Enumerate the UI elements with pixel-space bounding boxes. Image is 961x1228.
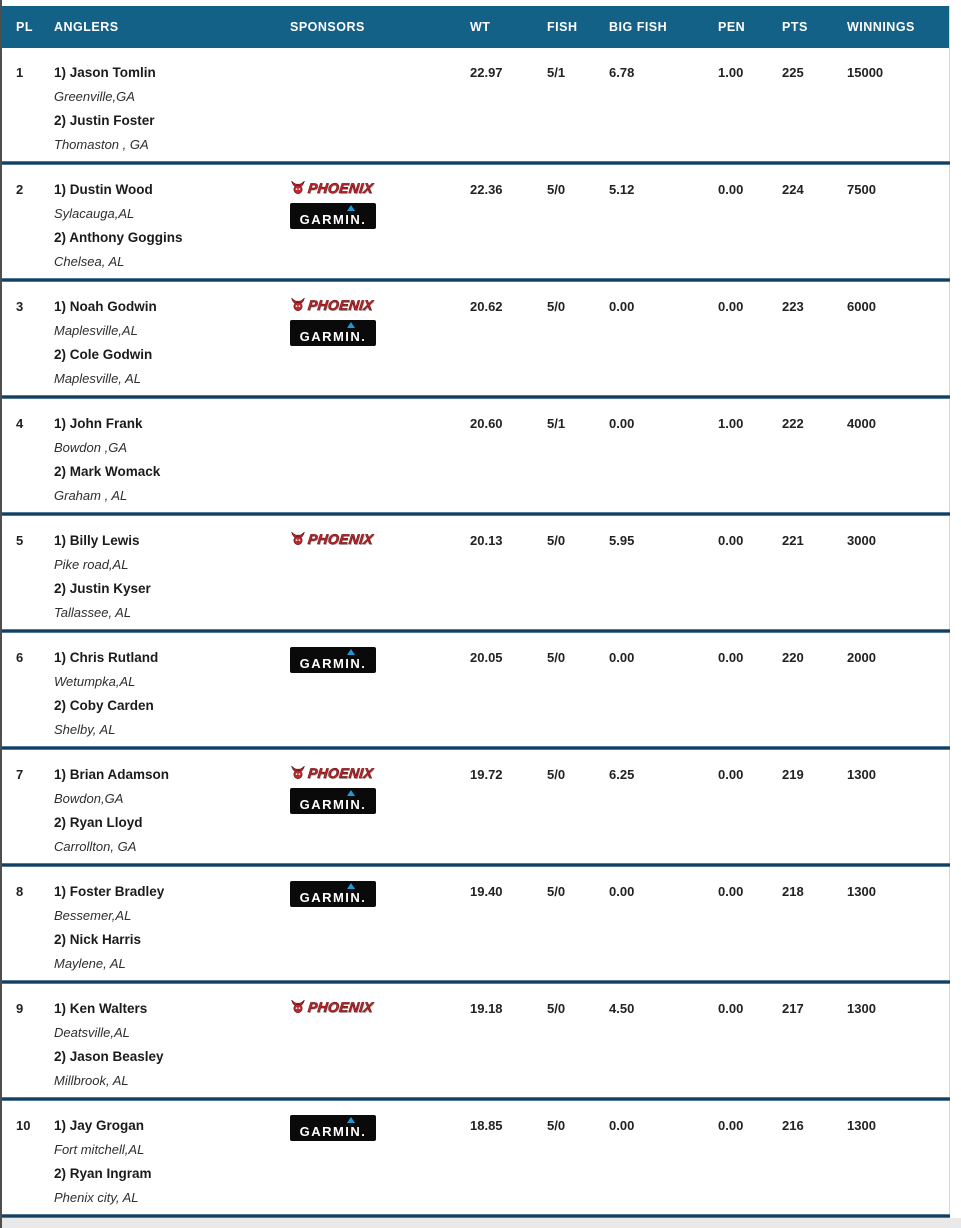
angler1-name: 1) John Frank bbox=[54, 416, 143, 431]
big-fish-cell: 0.00 bbox=[609, 1118, 635, 1133]
angler2-name: 2) Ryan Ingram bbox=[54, 1166, 152, 1181]
angler2-city: Shelby, AL bbox=[54, 722, 116, 737]
pts-cell: 219 bbox=[782, 767, 804, 782]
angler2-city: Chelsea, AL bbox=[54, 254, 125, 269]
column-header-pl: PL bbox=[16, 20, 33, 34]
fish-cell: 5/1 bbox=[547, 416, 566, 431]
table-row bbox=[2, 165, 949, 278]
column-header-big-fish: BIG FISH bbox=[609, 20, 668, 34]
angler2-city: Tallassee, AL bbox=[54, 605, 132, 620]
pts-cell: 216 bbox=[782, 1118, 804, 1133]
angler2-city: Carrollton, GA bbox=[54, 839, 137, 854]
phoenix-logo-text: PHOENIX bbox=[307, 179, 374, 196]
angler2-name: 2) Ryan Lloyd bbox=[54, 815, 143, 830]
sponsors-cell bbox=[290, 295, 470, 395]
place-cell: 1 bbox=[16, 65, 24, 80]
angler2-city: Maplesville, AL bbox=[54, 371, 141, 386]
pen-cell: 0.00 bbox=[718, 650, 744, 665]
table-row bbox=[2, 984, 949, 1097]
winnings-cell: 2000 bbox=[847, 650, 876, 665]
anglers-cell bbox=[54, 1114, 290, 1214]
angler1-name: 1) Noah Godwin bbox=[54, 299, 157, 314]
table-header-row bbox=[2, 6, 949, 48]
garmin-triangle-icon bbox=[347, 883, 355, 889]
winnings-cell: 1300 bbox=[847, 1118, 876, 1133]
garmin-logo-text: GARMIN. bbox=[299, 329, 367, 344]
place-cell: 3 bbox=[16, 299, 24, 314]
fish-cell: 5/1 bbox=[547, 65, 566, 80]
garmin-logo bbox=[290, 203, 376, 229]
angler1-city: Fort mitchell,AL bbox=[54, 1142, 145, 1157]
phoenix-logo-text: PHOENIX bbox=[307, 764, 374, 781]
table-row bbox=[2, 516, 949, 629]
garmin-triangle-icon bbox=[347, 1117, 355, 1123]
pts-cell: 224 bbox=[782, 182, 804, 197]
winnings-cell: 4000 bbox=[847, 416, 876, 431]
winnings-cell: 1300 bbox=[847, 1001, 876, 1016]
garmin-triangle-icon bbox=[347, 322, 355, 328]
fish-cell: 5/0 bbox=[547, 767, 566, 782]
angler1-name: 1) Billy Lewis bbox=[54, 533, 140, 548]
winnings-cell: 3000 bbox=[847, 533, 876, 548]
angler1-name: 1) Brian Adamson bbox=[54, 767, 170, 782]
winnings-cell: 6000 bbox=[847, 299, 876, 314]
pen-cell: 0.00 bbox=[718, 299, 744, 314]
anglers-cell bbox=[54, 997, 290, 1097]
table-row bbox=[2, 867, 949, 980]
place-cell: 5 bbox=[16, 533, 24, 548]
angler2-name: 2) Anthony Goggins bbox=[54, 230, 183, 245]
wt-cell: 20.62 bbox=[470, 299, 503, 314]
phoenix-bird-icon bbox=[290, 765, 306, 780]
wt-cell: 22.36 bbox=[470, 182, 503, 197]
column-header-pen: PEN bbox=[718, 20, 746, 34]
table-row bbox=[2, 399, 949, 512]
phoenix-logo-text: PHOENIX bbox=[307, 530, 374, 547]
big-fish-cell: 0.00 bbox=[609, 299, 635, 314]
angler2-name: 2) Justin Kyser bbox=[54, 581, 151, 596]
anglers-cell bbox=[54, 178, 290, 278]
sponsors-cell bbox=[290, 763, 470, 863]
sponsors-cell bbox=[290, 529, 470, 629]
wt-cell: 18.85 bbox=[470, 1118, 503, 1133]
phoenix-boats-logo bbox=[290, 998, 373, 1015]
big-fish-cell: 6.25 bbox=[609, 767, 635, 782]
angler1-city: Greenville,GA bbox=[54, 89, 135, 104]
angler2-city: Graham , AL bbox=[54, 488, 128, 503]
phoenix-boats-logo bbox=[290, 179, 373, 196]
winnings-cell: 1300 bbox=[847, 884, 876, 899]
garmin-logo bbox=[290, 788, 376, 814]
place-cell: 6 bbox=[16, 650, 24, 665]
garmin-triangle-icon bbox=[347, 790, 355, 796]
pen-cell: 0.00 bbox=[718, 182, 744, 197]
angler1-name: 1) Jay Grogan bbox=[54, 1118, 145, 1133]
column-header-winnings: WINNINGS bbox=[847, 20, 915, 34]
big-fish-cell: 6.78 bbox=[609, 65, 635, 80]
angler1-name: 1) Foster Bradley bbox=[54, 884, 165, 899]
anglers-cell bbox=[54, 295, 290, 395]
pts-cell: 221 bbox=[782, 533, 804, 548]
anglers-cell bbox=[54, 880, 290, 980]
fish-cell: 5/0 bbox=[547, 533, 566, 548]
column-header-wt: WT bbox=[470, 20, 491, 34]
pen-cell: 1.00 bbox=[718, 416, 744, 431]
angler1-city: Bowdon ,GA bbox=[54, 440, 127, 455]
garmin-logo-text: GARMIN. bbox=[299, 212, 367, 227]
anglers-cell bbox=[54, 61, 290, 161]
pen-cell: 0.00 bbox=[718, 1118, 744, 1133]
wt-cell: 20.60 bbox=[470, 416, 503, 431]
winnings-cell: 15000 bbox=[847, 65, 884, 80]
angler1-city: Sylacauga,AL bbox=[54, 206, 135, 221]
phoenix-bird-icon bbox=[290, 297, 306, 312]
place-cell: 9 bbox=[16, 1001, 24, 1016]
sponsors-cell bbox=[290, 412, 470, 512]
angler2-city: Thomaston , GA bbox=[54, 137, 149, 152]
angler1-name: 1) Dustin Wood bbox=[54, 182, 153, 197]
results-table bbox=[2, 6, 950, 1218]
phoenix-bird-icon bbox=[290, 999, 306, 1014]
garmin-triangle-icon bbox=[347, 205, 355, 211]
pts-cell: 218 bbox=[782, 884, 804, 899]
angler1-name: 1) Jason Tomlin bbox=[54, 65, 156, 80]
big-fish-cell: 0.00 bbox=[609, 650, 635, 665]
garmin-logo-text: GARMIN. bbox=[299, 797, 367, 812]
sponsors-cell bbox=[290, 1114, 470, 1214]
wt-cell: 22.97 bbox=[470, 65, 503, 80]
table-row bbox=[2, 633, 949, 746]
place-cell: 10 bbox=[16, 1118, 31, 1133]
pts-cell: 220 bbox=[782, 650, 804, 665]
table-row bbox=[2, 282, 949, 395]
fish-cell: 5/0 bbox=[547, 299, 566, 314]
sponsors-cell bbox=[290, 646, 470, 746]
place-cell: 8 bbox=[16, 884, 24, 899]
phoenix-bird-icon bbox=[290, 180, 306, 195]
garmin-logo bbox=[290, 320, 376, 346]
wt-cell: 19.18 bbox=[470, 1001, 503, 1016]
pts-cell: 217 bbox=[782, 1001, 804, 1016]
place-cell: 4 bbox=[16, 416, 24, 431]
pts-cell: 225 bbox=[782, 65, 804, 80]
fish-cell: 5/0 bbox=[547, 650, 566, 665]
column-header-fish: FISH bbox=[547, 20, 578, 34]
phoenix-bird-icon bbox=[290, 531, 306, 546]
angler2-name: 2) Nick Harris bbox=[54, 932, 142, 947]
angler1-name: 1) Ken Walters bbox=[54, 1001, 148, 1016]
angler2-city: Maylene, AL bbox=[54, 956, 126, 971]
angler1-name: 1) Chris Rutland bbox=[54, 650, 159, 665]
garmin-logo bbox=[290, 1115, 376, 1141]
winnings-cell: 1300 bbox=[847, 767, 876, 782]
pen-cell: 0.00 bbox=[718, 1001, 744, 1016]
angler1-city: Deatsville,AL bbox=[54, 1025, 130, 1040]
wt-cell: 20.05 bbox=[470, 650, 503, 665]
big-fish-cell: 4.50 bbox=[609, 1001, 635, 1016]
column-header-anglers: ANGLERS bbox=[54, 20, 119, 34]
angler2-city: Millbrook, AL bbox=[54, 1073, 129, 1088]
fish-cell: 5/0 bbox=[547, 1118, 566, 1133]
garmin-triangle-icon bbox=[347, 649, 355, 655]
big-fish-cell: 0.00 bbox=[609, 416, 635, 431]
column-header-pts: PTS bbox=[782, 20, 808, 34]
pen-cell: 0.00 bbox=[718, 767, 744, 782]
phoenix-boats-logo bbox=[290, 764, 373, 781]
column-header-sponsors: SPONSORS bbox=[290, 20, 365, 34]
angler1-city: Maplesville,AL bbox=[54, 323, 138, 338]
big-fish-cell: 5.95 bbox=[609, 533, 635, 548]
anglers-cell bbox=[54, 646, 290, 746]
sponsors-cell bbox=[290, 178, 470, 278]
angler1-city: Bowdon,GA bbox=[54, 791, 124, 806]
garmin-logo bbox=[290, 881, 376, 907]
angler2-name: 2) Mark Womack bbox=[54, 464, 161, 479]
garmin-logo bbox=[290, 647, 376, 673]
table-row bbox=[2, 1101, 949, 1214]
fish-cell: 5/0 bbox=[547, 1001, 566, 1016]
wt-cell: 20.13 bbox=[470, 533, 503, 548]
phoenix-boats-logo bbox=[290, 530, 373, 547]
angler2-name: 2) Justin Foster bbox=[54, 113, 155, 128]
phoenix-boats-logo bbox=[290, 296, 373, 313]
garmin-logo-text: GARMIN. bbox=[299, 1124, 367, 1139]
big-fish-cell: 5.12 bbox=[609, 182, 635, 197]
table-row bbox=[2, 750, 949, 863]
fish-cell: 5/0 bbox=[547, 884, 566, 899]
garmin-logo-text: GARMIN. bbox=[299, 656, 367, 671]
phoenix-logo-text: PHOENIX bbox=[307, 998, 374, 1015]
angler2-city: Phenix city, AL bbox=[54, 1190, 139, 1205]
pts-cell: 223 bbox=[782, 299, 804, 314]
winnings-cell: 7500 bbox=[847, 182, 876, 197]
angler2-name: 2) Cole Godwin bbox=[54, 347, 153, 362]
fish-cell: 5/0 bbox=[547, 182, 566, 197]
anglers-cell bbox=[54, 763, 290, 863]
sponsors-cell bbox=[290, 61, 470, 161]
place-cell: 7 bbox=[16, 767, 24, 782]
page-bottom-strip bbox=[2, 1218, 961, 1228]
pts-cell: 222 bbox=[782, 416, 804, 431]
angler1-city: Bessemer,AL bbox=[54, 908, 132, 923]
pen-cell: 0.00 bbox=[718, 884, 744, 899]
wt-cell: 19.40 bbox=[470, 884, 503, 899]
pen-cell: 0.00 bbox=[718, 533, 744, 548]
angler2-name: 2) Coby Carden bbox=[54, 698, 154, 713]
phoenix-logo-text: PHOENIX bbox=[307, 296, 374, 313]
big-fish-cell: 0.00 bbox=[609, 884, 635, 899]
sponsors-cell bbox=[290, 997, 470, 1097]
wt-cell: 19.72 bbox=[470, 767, 503, 782]
table-body bbox=[2, 48, 949, 1218]
garmin-logo-text: GARMIN. bbox=[299, 890, 367, 905]
place-cell: 2 bbox=[16, 182, 24, 197]
anglers-cell bbox=[54, 412, 290, 512]
anglers-cell bbox=[54, 529, 290, 629]
table-row bbox=[2, 48, 949, 161]
sponsors-cell bbox=[290, 880, 470, 980]
angler1-city: Pike road,AL bbox=[54, 557, 129, 572]
angler1-city: Wetumpka,AL bbox=[54, 674, 136, 689]
angler2-name: 2) Jason Beasley bbox=[54, 1049, 164, 1064]
pen-cell: 1.00 bbox=[718, 65, 744, 80]
